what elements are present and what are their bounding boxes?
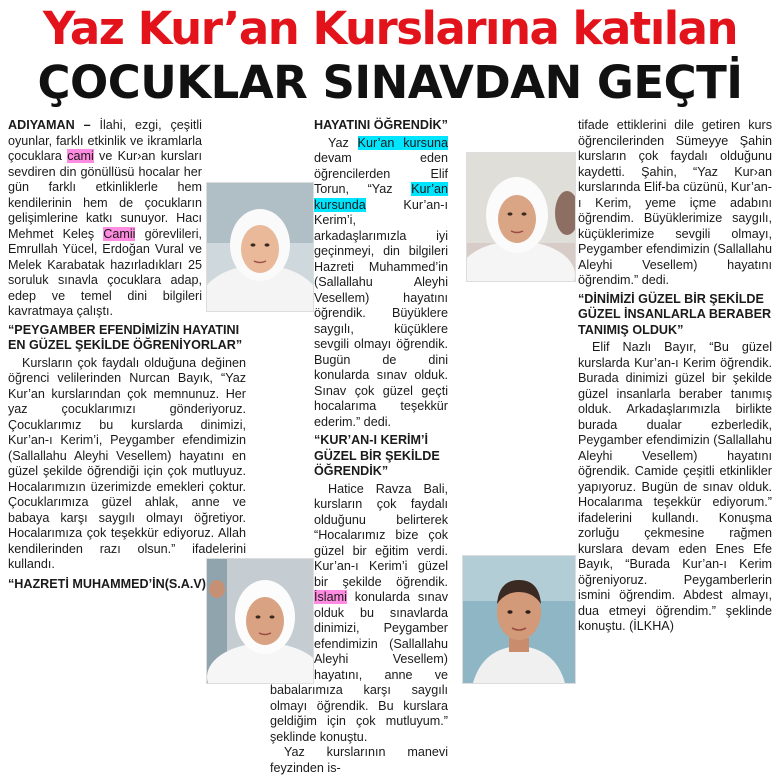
col3-paragraph-1: tifade ettiklerini dile getiren kurs öğrencilerinden Sümeyye Şahin kursların çok faydalı olduğunu kaydetti. Şahin, “Yaz Kur›an kurslarında Elif-ba cüzünü, Kur’an-ı Kerim, yeme içme adabını öğrendim. Büyüklerimize saygılı, küçüklerimize sevgili olmayı, Peygamber efendimizin (Sallallahu Aleyhi Vesellem) hayatını öğrendim.” dedi. xyxy=(578,118,772,287)
highlight-cami: cami xyxy=(67,149,94,163)
highlight-kuran-kursuna: Kur’an kursuna xyxy=(357,135,448,150)
col1-paragraph-2: Kursların çok faydalı olduğuna değinen öğrenci velilerinden Nurcan Bayık, “Yaz Kur’an kurslarından çok memnunuz. Her yaz çocuklarımızı gönderiyoruz. Çocuklarımız bu kurslarda dinimizi, Kur’an-ı Kerim’i, Peygamber efendimizin (Sallallahu Aleyhi Vesellem) hayatını en güzel şekilde öğrendiği için çok mutluyuz. Hocalarımızın üzerimizde emekleri çoktur. Çocuklarımıza güzel ahlak, anne ve babaya karşı saygılı olmayı öğretiyor. Hocalarımıza çok teşekkür ediyoruz. Allah kendilerinden razı olsun.” ifadelerini kullandı. xyxy=(8,355,246,571)
col1-p1-text-c: görevlileri, Emrullah Yücel, Erdoğan Vural ve Melek Karabatak hazırladıkları 25 soruluk sınavla çocuklara adap, edep ve temel dini bilgileri kavratmaya çalıştı. xyxy=(8,226,202,318)
col3-paragraph-2: Elif Nazlı Bayır, “Bu güzel kurslarda Kur’an-ı Kerim öğrendik. Burada dinimizi güzel bir şekilde güzel insanlarla beraber tanımış olduk. Arkadaşlarımızla birlikte burada dualar ezberledik, Peygamber efendimizin (Sallallahu Aleyhi Vesellem) hayatını öğrendik. Camide çeşitli etkinlikler yapıyoruz. Bugün de sınav olduk. Hocalarıma teşekkür ediyorum.” ifadelerini kullandı. Konuşma zorluğu çekmesine rağmen kurslara devam eden Enes Efe Bayık, “Burada Kur’an-ı Kerim öğreniyoruz. Peygamberlerin ismini öğrendim. Abdest almayı, dua etmeyi öğrendim.” şeklinde konuştu. (İLKHA) xyxy=(578,340,772,633)
photo-wrap-spacer xyxy=(528,548,578,678)
dateline-city: ADIYAMAN – xyxy=(8,118,91,132)
subheading-hayatini: HAYATINI ÖĞRENDİK” xyxy=(314,118,448,132)
article-column-2 xyxy=(270,118,448,776)
col2-p1-text-b: devam eden öğrencilerden Elif Torun, “Yaz xyxy=(314,151,448,196)
highlight-kuran-kursunda: Kur’an kursunda xyxy=(314,182,448,212)
col1-p1-text-a: İlahi, ezgi, çeşitli oyunlar, farklı etkinlik ve ikramlarla çocuklara xyxy=(8,118,202,163)
col1-p1-text-b: ve Kur›an kursları sevdiren din gönüllüsü hocalar her gün farklı etkinliklerle hem kendilerinin hem de çocukların gelişimlerine katkı sunuyor. Hacı Mehmet Keleş xyxy=(8,149,202,241)
photo-wrap-spacer xyxy=(528,150,578,278)
col2-p1-text-a: Yaz xyxy=(328,135,358,150)
col2-p2-text-a: Hatice Ravza Bali, kursların çok faydalı olduğunu belirterek “Hocalarımız bize çok güzel bir eğitim verdi. Kur’an-ı Kerim’i güzel bir şekilde öğrendik. xyxy=(314,481,448,589)
col2-paragraph-3: Yaz kurslarının manevi feyzinden is- xyxy=(270,745,448,775)
article-column-3 xyxy=(528,118,772,678)
col2-p2-text-b: konularda sınav olduk bu sınavlarda dinimizi, Peygamber efendimizin (Sallallahu Aleyhi Vesellem) hayatını, anne ve babalarımıza karşı saygılı olmayı öğrendik. Bu kurslara geldiğim için çok mutluyum.” şeklinde konuştu. xyxy=(270,590,448,744)
headline-line1: Yaz Kur’an Kurslarına katılan xyxy=(42,2,738,55)
subheading-peygamber: “PEYGAMBER EFENDİMİZİN HAYATINI EN GÜZEL ŞEKİLDE ÖĞRENİYORLAR” xyxy=(8,322,243,352)
highlight-camii: Camii xyxy=(103,226,136,241)
highlight-islami: İslami xyxy=(314,590,347,604)
headline-line2: ÇOCUKLAR SINAVDAN GEÇTİ xyxy=(37,56,743,109)
subheading-hazreti: “HAZRETİ MUHAMMED’İN(S.A.V) xyxy=(8,576,206,591)
photo-wrap-spacer xyxy=(270,548,314,678)
subheading-kuran-kerim: “KUR’AN-I KERİM’İ GÜZEL BİR ŞEKİLDE ÖĞRENDİK” xyxy=(314,433,440,478)
col2-p1-text-c: Kur’an-ı Kerim’i, arkadaşlarımızla iyi geçinmeyi, din bilgileri Hazreti Muhammed’in (Sallallahu Aleyhi Vesellem) hayatını öğrendik. Büyüklere saygılı, küçüklere sevgili olmayı öğrendik. Bugün de dini konularda sınav olduk. Sınav çok güzel geçti hocalarıma teşekkür ederim.” dedi. xyxy=(314,197,448,429)
photo-wrap-spacer xyxy=(270,168,314,298)
subheading-dinimizi: “DİNİMİZİ GÜZEL BİR ŞEKİLDE GÜZEL İNSANLARLA BERABER TANIMIŞ OLDUK” xyxy=(578,291,772,337)
